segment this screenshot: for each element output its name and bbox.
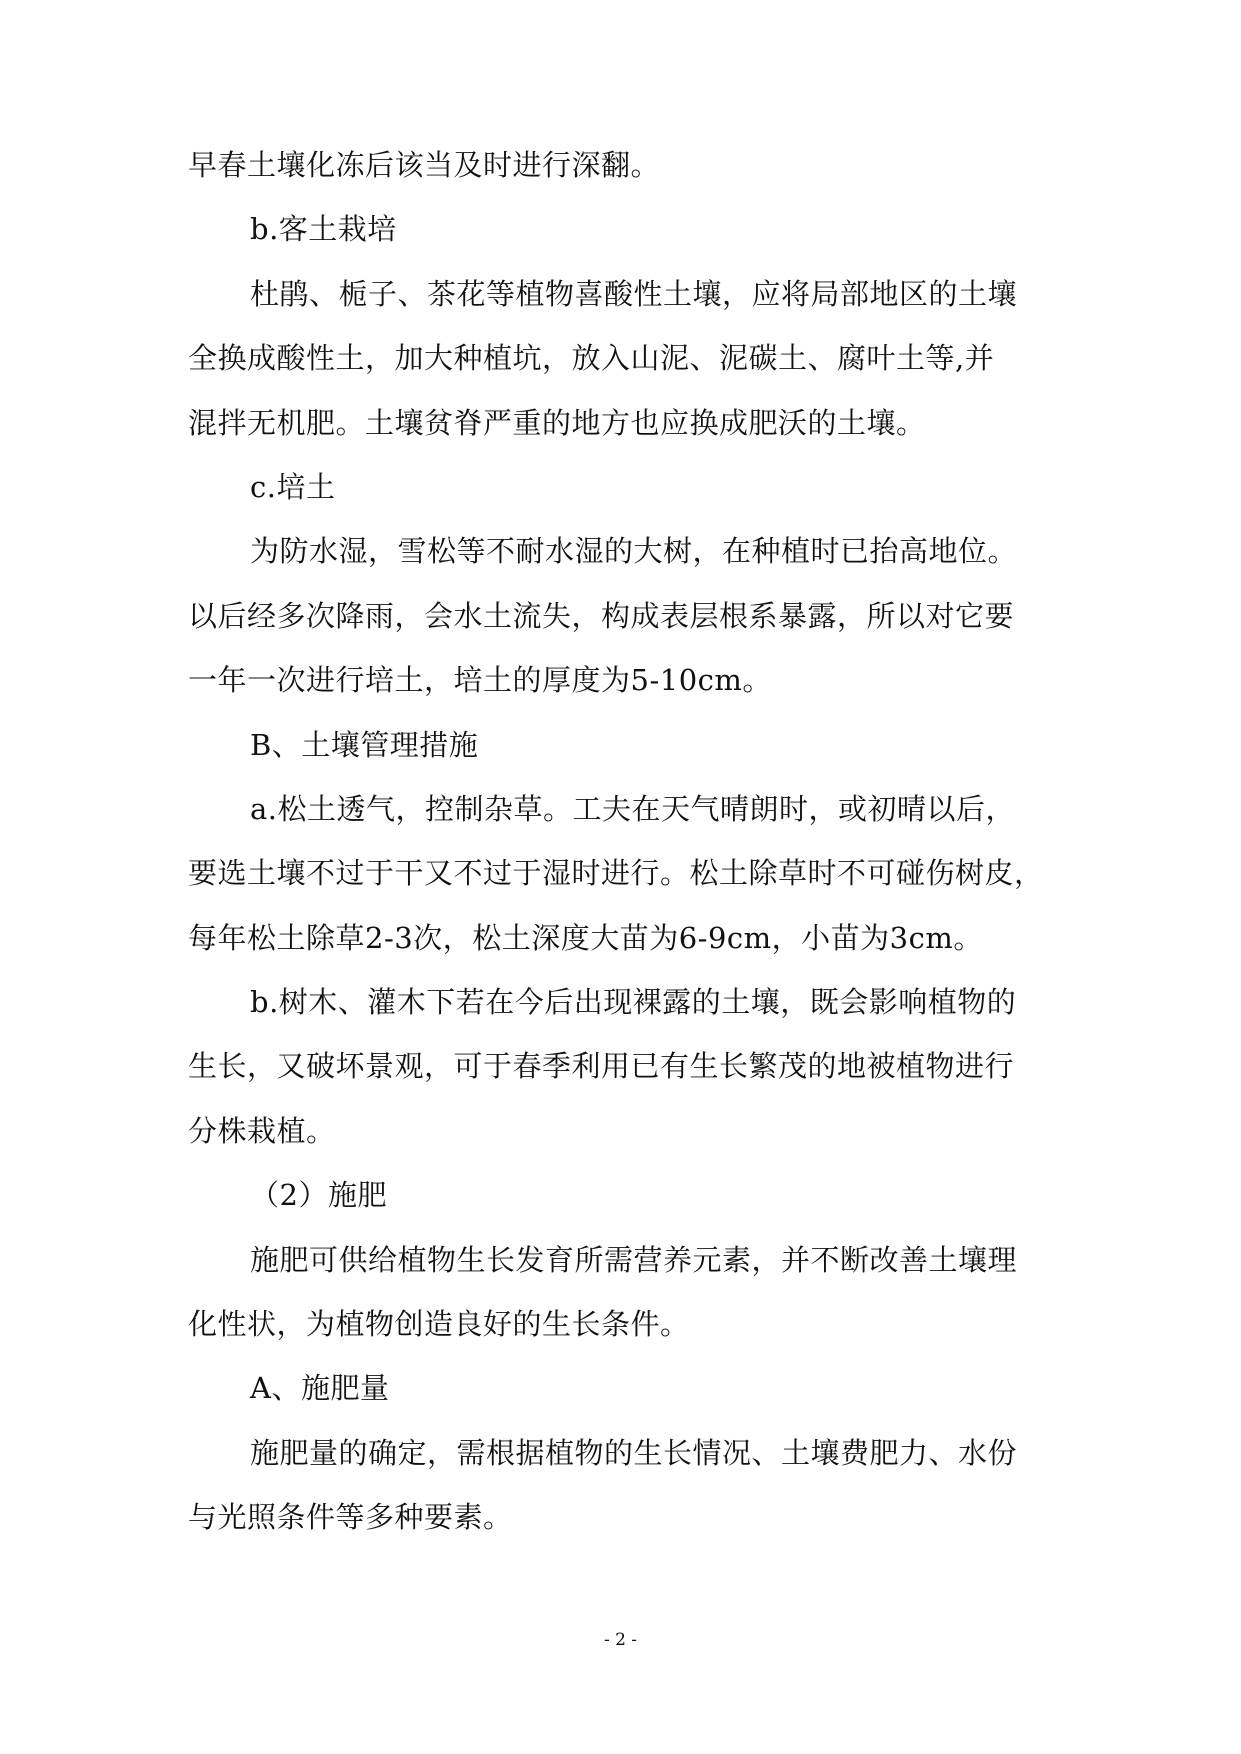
section-heading: B、土壤管理措施 bbox=[250, 727, 479, 762]
paragraph-line: a.松土透气，控制杂草。工夫在天气晴朗时，或初晴以后， bbox=[250, 791, 1016, 826]
paragraph-line: 分株栽植。 bbox=[188, 1113, 336, 1148]
paragraph-line: 生长，又破坏景观，可于春季利用已有生长繁茂的地被植物进行 bbox=[188, 1049, 1015, 1084]
paragraph-line: 与光照条件等多种要素。 bbox=[188, 1500, 513, 1535]
paragraph-line: 以后经多次降雨，会水土流失，构成表层根系暴露，所以对它要 bbox=[188, 598, 1015, 633]
paragraph-line: 混拌无机肥。土壤贫脊严重的地方也应换成肥沃的土壤。 bbox=[188, 405, 926, 440]
paragraph-line: 化性状，为植物创造良好的生长条件。 bbox=[188, 1307, 690, 1342]
paragraph-line: 每年松土除草2-3次，松土深度大苗为6-9cm，小苗为3cm。 bbox=[188, 920, 983, 955]
paragraph-line: 施肥可供给植物生长发育所需营养元素，并不断改善土壤理 bbox=[250, 1242, 1018, 1277]
paragraph-line: 为防水湿，雪松等不耐水湿的大树，在种植时已抬高地位。 bbox=[250, 534, 1018, 569]
body-text bbox=[188, 148, 1068, 1568]
section-heading: （2）施肥 bbox=[250, 1178, 387, 1213]
paragraph-line: 一年一次进行培土，培土的厚度为5-10cm。 bbox=[188, 663, 772, 698]
paragraph-line: b.树木、灌木下若在今后出现裸露的土壤，既会影响植物的 bbox=[250, 985, 1017, 1020]
paragraph-line: 早春土壤化冻后该当及时进行深翻。 bbox=[188, 148, 661, 182]
subheading-line: c.培土 bbox=[250, 469, 336, 504]
paragraph-line: 杜鹃、栀子、茶花等植物喜酸性土壤，应将局部地区的土壤 bbox=[250, 276, 1018, 311]
paragraph-line: 要选土壤不过于干又不过于湿时进行。松土除草时不可碰伤树皮， bbox=[188, 856, 1044, 891]
page-number: - 2 - bbox=[603, 1630, 638, 1650]
paragraph-line: 全换成酸性土，加大种植坑，放入山泥、泥碳土、腐叶土等,并 bbox=[188, 341, 995, 376]
section-heading: A、施肥量 bbox=[250, 1371, 390, 1406]
paragraph-line: 施肥量的确定，需根据植物的生长情况、土壤费肥力、水份 bbox=[250, 1435, 1018, 1470]
subheading-line: b.客土栽培 bbox=[250, 212, 397, 247]
